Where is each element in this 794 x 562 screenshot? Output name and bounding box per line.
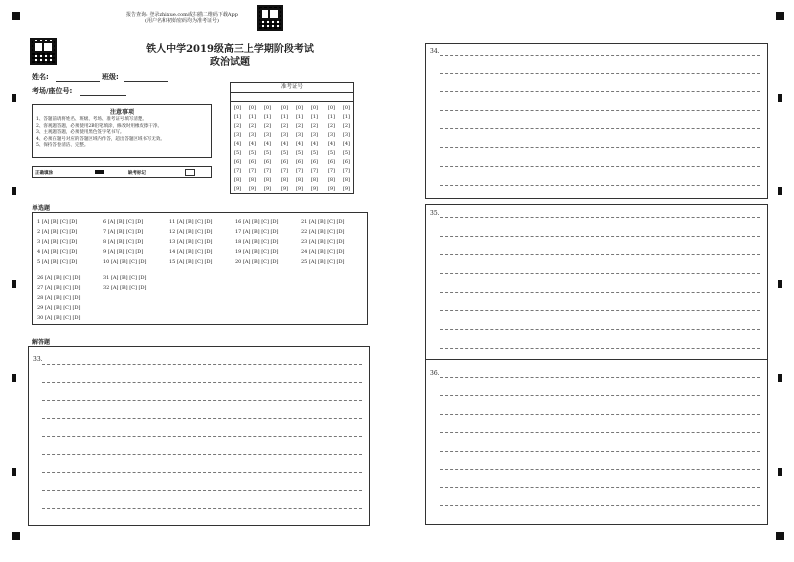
answer-writing-line <box>42 364 362 365</box>
exam-id-digit-bubble[interactable]: [7] <box>263 168 272 174</box>
exam-id-digit-bubble[interactable]: [8] <box>295 177 304 183</box>
fill-legend-box <box>32 166 212 178</box>
absent-mark-label: 缺考标记 <box>128 171 146 176</box>
answer-box-34[interactable] <box>425 43 768 199</box>
mc-question-row[interactable]: 12 [A] [B] [C] [D] <box>169 229 213 235</box>
exam-id-digit-bubble[interactable]: [2] <box>248 123 257 129</box>
question-number-35: 35. <box>430 210 440 217</box>
answer-writing-line <box>440 254 760 255</box>
mc-row-2 <box>37 273 169 323</box>
exam-id-digit-bubble[interactable]: [4] <box>263 141 272 147</box>
edge-mark <box>778 468 782 476</box>
notes-item: 2、客观题答题，必须使用2B铅笔填涂，修改时用橡皮擦干净。 <box>36 123 163 129</box>
exam-id-digit-bubble[interactable]: [8] <box>234 177 242 183</box>
exam-id-digit-bubble[interactable]: [4] <box>295 141 304 147</box>
question-number-34: 34. <box>430 48 440 55</box>
corner-mark-top-left <box>12 12 20 20</box>
notes-box <box>32 104 212 158</box>
answer-writing-line <box>440 292 760 293</box>
corner-mark-bottom-left <box>12 532 20 540</box>
exam-id-digit-bubble[interactable]: [1] <box>295 114 304 120</box>
notice-line-1: 报告查询: 登录zhixue.com或扫描二维码下载App <box>126 12 238 18</box>
exam-id-digit-bubble[interactable]: [5] <box>310 150 319 156</box>
exam-id-digit-bubble[interactable]: [6] <box>263 159 272 165</box>
mc-question-row[interactable]: 13 [A] [B] [C] [D] <box>169 239 213 245</box>
notice-line-2: (用户名和初始密码均为准考证号) <box>145 18 219 24</box>
question-number-33: 33. <box>33 356 43 363</box>
mc-group <box>169 217 235 267</box>
edge-mark <box>12 280 16 288</box>
edge-mark <box>778 187 782 195</box>
answer-writing-line <box>440 310 760 311</box>
student-qr-code-icon <box>30 38 57 65</box>
mc-question-row[interactable]: 22 [A] [B] [C] [D] <box>301 229 345 235</box>
exam-id-digit-bubble[interactable]: [0] <box>263 105 272 111</box>
corner-mark-bottom-right <box>776 532 784 540</box>
room-seat-field[interactable] <box>32 86 72 96</box>
exam-id-digit-bubble[interactable]: [7] <box>295 168 304 174</box>
exam-id-digit-bubble[interactable]: [3] <box>310 132 319 138</box>
mc-question-row[interactable]: 18 [A] [B] [C] [D] <box>235 239 279 245</box>
exam-id-column <box>234 104 241 194</box>
class-field[interactable] <box>102 72 119 82</box>
single-choice-box <box>32 212 368 325</box>
mc-question-row[interactable]: 30 [A] [B] [C] [D] <box>37 315 81 321</box>
exam-id-digit-bubble[interactable]: [4] <box>280 141 289 147</box>
mc-question-row[interactable]: 5 [A] [B] [C] [D] <box>37 259 78 265</box>
answer-writing-line <box>440 128 760 129</box>
exam-id-digit-bubble[interactable]: [6] <box>280 159 289 165</box>
answer-writing-line <box>440 166 760 167</box>
mc-question-row[interactable]: 2 [A] [B] [C] [D] <box>37 229 78 235</box>
exam-id-digit-bubble[interactable]: [7] <box>280 168 289 174</box>
name-underline <box>56 81 100 82</box>
exam-id-digit-bubble[interactable]: [7] <box>310 168 319 174</box>
name-label: 姓名: <box>32 73 49 81</box>
mc-question-row[interactable]: 19 [A] [B] [C] [D] <box>235 249 279 255</box>
mc-group <box>235 217 301 267</box>
exam-id-digit-bubble[interactable]: [8] <box>280 177 289 183</box>
exam-id-columns <box>231 102 353 194</box>
mc-question-row[interactable]: 31 [A] [B] [C] [D] <box>103 275 147 281</box>
exam-id-digit-bubble[interactable]: [0] <box>280 105 289 111</box>
exam-id-column <box>249 104 256 194</box>
notes-item: 5、保持答卷清洁、完整。 <box>36 143 89 148</box>
exam-id-digit-bubble[interactable]: [0] <box>342 105 350 111</box>
mc-question-row[interactable]: 26 [A] [B] [C] [D] <box>37 275 81 281</box>
answer-writing-line <box>440 377 760 378</box>
exam-id-digit-bubble[interactable]: [8] <box>263 177 272 183</box>
answer-writing-line <box>440 395 760 396</box>
answer-writing-line <box>440 414 760 415</box>
answer-writing-line <box>440 55 760 56</box>
answer-writing-line <box>42 490 362 491</box>
exam-id-digit-bubble[interactable]: [6] <box>327 159 335 165</box>
exam-id-digit-bubble[interactable]: [5] <box>280 150 289 156</box>
answer-writing-line <box>440 147 760 148</box>
absent-mark-checkbox[interactable] <box>185 169 195 176</box>
exam-id-digit-bubble[interactable]: [5] <box>342 150 350 156</box>
exam-id-digit-bubble[interactable]: [3] <box>342 132 350 138</box>
exam-id-digit-bubble[interactable]: [4] <box>248 141 257 147</box>
exam-id-digit-bubble[interactable]: [6] <box>310 159 319 165</box>
mc-group <box>103 217 169 267</box>
exam-id-digit-bubble[interactable]: [2] <box>263 123 272 129</box>
mc-question-row[interactable]: 20 [A] [B] [C] [D] <box>235 259 279 265</box>
edge-mark <box>778 374 782 382</box>
exam-id-digit-bubble[interactable]: [9] <box>342 186 350 192</box>
notes-item: 1、答题前请将姓名、班级、考场、准考证号填写清楚。 <box>36 117 147 122</box>
mc-question-row[interactable]: 14 [A] [B] [C] [D] <box>169 249 213 255</box>
exam-id-digit-bubble[interactable]: [6] <box>234 159 242 165</box>
mc-question-row[interactable]: 32 [A] [B] [C] [D] <box>103 285 147 291</box>
answer-writing-line <box>42 454 362 455</box>
edge-mark <box>778 280 782 288</box>
class-underline <box>124 81 168 82</box>
answer-writing-line <box>42 472 362 473</box>
exam-id-digit-bubble[interactable]: [0] <box>295 105 304 111</box>
answer-writing-line <box>440 348 760 349</box>
edge-mark <box>12 187 16 195</box>
answer-writing-line <box>42 508 362 509</box>
exam-id-digit-bubble[interactable]: [3] <box>327 132 335 138</box>
exam-id-digit-bubble[interactable]: [5] <box>234 150 242 156</box>
exam-id-box <box>230 82 354 194</box>
exam-id-digit-bubble[interactable]: [9] <box>280 186 289 192</box>
exam-id-digit-bubble[interactable]: [9] <box>248 186 257 192</box>
exam-id-digit-bubble[interactable]: [5] <box>263 150 272 156</box>
mc-question-row[interactable]: 11 [A] [B] [C] [D] <box>169 219 213 225</box>
exam-id-digit-bubble[interactable]: [2] <box>234 123 242 129</box>
single-choice-label: 单选题 <box>32 205 51 212</box>
mc-group <box>37 273 103 323</box>
name-field[interactable] <box>32 72 49 82</box>
edge-mark <box>778 94 782 102</box>
mc-question-row[interactable]: 4 [A] [B] [C] [D] <box>37 249 78 255</box>
notes-title: 注意事项 <box>109 109 134 116</box>
exam-id-column <box>343 104 350 194</box>
exam-id-digit-bubble[interactable]: [4] <box>310 141 319 147</box>
mc-question-row[interactable]: 6 [A] [B] [C] [D] <box>103 219 144 225</box>
exam-id-digit-bubble[interactable]: [7] <box>234 168 242 174</box>
mc-question-row[interactable]: 25 [A] [B] [C] [D] <box>301 259 345 265</box>
exam-id-title: 准考证号 <box>231 83 353 93</box>
mc-question-row[interactable]: 1 [A] [B] [C] [D] <box>37 219 78 225</box>
exam-id-digit-bubble[interactable]: [2] <box>280 123 289 129</box>
exam-id-digit-bubble[interactable]: [0] <box>248 105 257 111</box>
notes-item: 3、主观题答题，必须使用黑色签字笔书写。 <box>36 130 125 135</box>
exam-id-digit-bubble[interactable]: [1] <box>327 114 335 120</box>
answer-section-label: 解答题 <box>32 339 51 346</box>
exam-id-digit-bubble[interactable]: [0] <box>234 105 242 111</box>
mc-question-row[interactable]: 28 [A] [B] [C] [D] <box>37 295 81 301</box>
exam-id-digit-bubble[interactable]: [9] <box>234 186 242 192</box>
exam-id-digit-bubble[interactable]: [7] <box>342 168 350 174</box>
answer-writing-line <box>440 469 760 470</box>
edge-mark <box>12 94 16 102</box>
app-qr-code-icon <box>257 5 283 31</box>
exam-id-digit-bubble[interactable]: [5] <box>295 150 304 156</box>
mc-question-row[interactable]: 29 [A] [B] [C] [D] <box>37 305 81 311</box>
exam-id-digit-bubble[interactable]: [1] <box>263 114 272 120</box>
exam-id-digit-bubble[interactable]: [8] <box>327 177 335 183</box>
exam-id-digit-bubble[interactable]: [5] <box>327 150 335 156</box>
exam-id-digit-bubble[interactable]: [3] <box>295 132 304 138</box>
exam-id-column <box>328 104 335 194</box>
room-seat-label: 考场/座位号: <box>32 87 73 95</box>
exam-id-digit-bubble[interactable]: [8] <box>310 177 319 183</box>
exam-id-digit-bubble[interactable]: [7] <box>327 168 335 174</box>
answer-box-36[interactable] <box>425 359 768 525</box>
report-notice <box>112 12 252 24</box>
answer-writing-line <box>440 273 760 274</box>
exam-id-digit-bubble[interactable]: [9] <box>295 186 304 192</box>
answer-box-35[interactable] <box>425 204 768 360</box>
exam-id-digit-bubble[interactable]: [2] <box>327 123 335 129</box>
exam-id-digit-bubble[interactable]: [1] <box>310 114 319 120</box>
answer-writing-line <box>440 432 760 433</box>
answer-writing-line <box>440 329 760 330</box>
mc-question-row[interactable]: 27 [A] [B] [C] [D] <box>37 285 81 291</box>
exam-id-digit-bubble[interactable]: [3] <box>280 132 289 138</box>
answer-writing-line <box>440 91 760 92</box>
mc-question-row[interactable]: 9 [A] [B] [C] [D] <box>103 249 144 255</box>
exam-id-digit-bubble[interactable]: [9] <box>263 186 272 192</box>
answer-writing-line <box>42 418 362 419</box>
mc-group <box>37 217 103 267</box>
exam-id-digit-bubble[interactable]: [4] <box>327 141 335 147</box>
mc-question-row[interactable]: 24 [A] [B] [C] [D] <box>301 249 345 255</box>
mc-row-1 <box>37 217 367 267</box>
mc-question-row[interactable]: 8 [A] [B] [C] [D] <box>103 239 144 245</box>
mc-question-row[interactable]: 21 [A] [B] [C] [D] <box>301 219 345 225</box>
correct-fill-sample <box>95 170 104 174</box>
answer-writing-line <box>440 487 760 488</box>
mc-question-row[interactable]: 16 [A] [B] [C] [D] <box>235 219 279 225</box>
answer-writing-line <box>440 73 760 74</box>
corner-mark-top-right <box>776 12 784 20</box>
notes-item: 4、必须在题号对应的答题区域内作答，超出答题区域书写无效。 <box>36 136 165 142</box>
exam-id-digit-bubble[interactable]: [3] <box>248 132 257 138</box>
exam-id-digit-bubble[interactable]: [2] <box>310 123 319 129</box>
exam-id-digit-bubble[interactable]: [0] <box>310 105 319 111</box>
mc-question-row[interactable]: 23 [A] [B] [C] [D] <box>301 239 345 245</box>
answer-writing-line <box>440 110 760 111</box>
exam-id-column <box>311 104 318 194</box>
exam-id-column <box>264 104 271 194</box>
answer-writing-line <box>42 400 362 401</box>
exam-id-digit-bubble[interactable]: [6] <box>248 159 257 165</box>
exam-id-digit-bubble[interactable]: [9] <box>310 186 319 192</box>
answer-writing-line <box>440 505 760 506</box>
exam-id-digit-bubble[interactable]: [1] <box>234 114 242 120</box>
mc-question-row[interactable]: 3 [A] [B] [C] [D] <box>37 239 78 245</box>
exam-id-digit-bubble[interactable]: [8] <box>342 177 350 183</box>
notes-list <box>33 116 211 151</box>
exam-id-digit-bubble[interactable]: [3] <box>234 132 242 138</box>
correct-fill-label: 正确填涂 <box>35 171 53 176</box>
answer-writing-line <box>440 185 760 186</box>
exam-title: 铁人中学2019级高三上学期阶段考试 <box>146 44 314 55</box>
exam-id-digit-bubble[interactable]: [6] <box>342 159 350 165</box>
edge-mark <box>12 468 16 476</box>
class-label: 班级: <box>102 73 119 81</box>
mc-group <box>301 217 367 267</box>
exam-id-digit-bubble[interactable]: [2] <box>342 123 350 129</box>
room-seat-underline <box>80 95 126 96</box>
mc-group <box>103 273 169 323</box>
mc-question-row[interactable]: 7 [A] [B] [C] [D] <box>103 229 144 235</box>
exam-id-digit-bubble[interactable]: [4] <box>342 141 350 147</box>
answer-writing-line <box>42 382 362 383</box>
exam-id-entry-row <box>231 93 353 102</box>
exam-id-digit-bubble[interactable]: [9] <box>327 186 335 192</box>
answer-writing-line <box>440 451 760 452</box>
mc-question-row[interactable]: 17 [A] [B] [C] [D] <box>235 229 279 235</box>
exam-id-digit-bubble[interactable]: [1] <box>342 114 350 120</box>
mc-question-row[interactable]: 15 [A] [B] [C] [D] <box>169 259 213 265</box>
exam-id-column <box>296 104 303 194</box>
answer-writing-line <box>440 236 760 237</box>
exam-id-digit-bubble[interactable]: [8] <box>248 177 257 183</box>
edge-mark <box>12 374 16 382</box>
exam-id-digit-bubble[interactable]: [4] <box>234 141 242 147</box>
exam-id-digit-bubble[interactable]: [7] <box>248 168 257 174</box>
exam-id-digit-bubble[interactable]: [2] <box>295 123 304 129</box>
exam-id-column <box>281 104 288 194</box>
exam-id-digit-bubble[interactable]: [0] <box>327 105 335 111</box>
exam-id-digit-bubble[interactable]: [1] <box>280 114 289 120</box>
answer-writing-line <box>42 436 362 437</box>
exam-id-digit-bubble[interactable]: [3] <box>263 132 272 138</box>
exam-id-digit-bubble[interactable]: [1] <box>248 114 257 120</box>
exam-id-digit-bubble[interactable]: [6] <box>295 159 304 165</box>
mc-question-row[interactable]: 10 [A] [B] [C] [D] <box>103 259 147 265</box>
question-number-36: 36. <box>430 370 440 377</box>
exam-subtitle: 政治试题 <box>210 57 250 68</box>
exam-id-digit-bubble[interactable]: [5] <box>248 150 257 156</box>
answer-writing-line <box>440 217 760 218</box>
